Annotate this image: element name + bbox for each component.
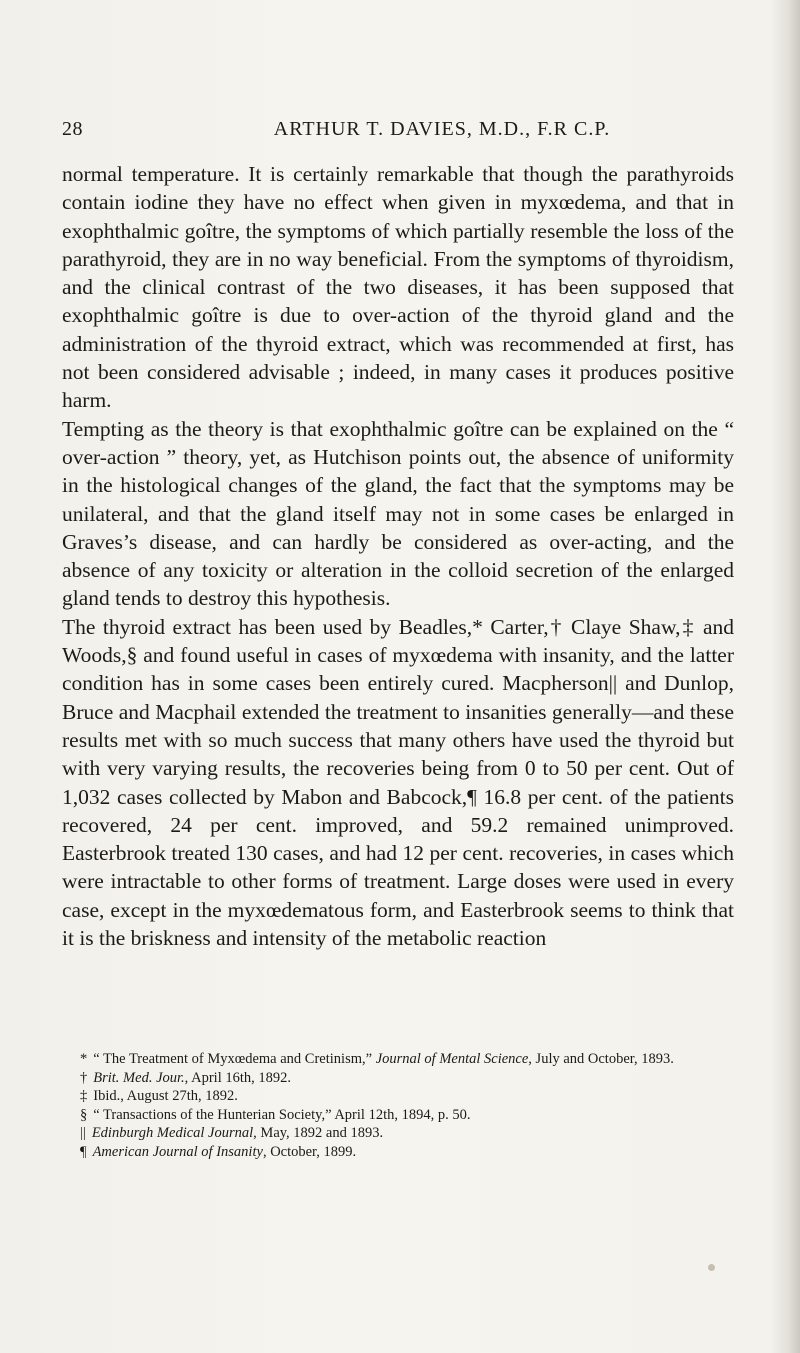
footnote-marker: ¶ (80, 1143, 87, 1160)
body-text (62, 160, 734, 952)
footnote-text-end: , May, 1892 and 1893. (253, 1125, 384, 1142)
footnotes (62, 1050, 734, 1162)
footnote (62, 1143, 734, 1162)
footnote-marker: § (80, 1106, 88, 1123)
page-header (62, 118, 734, 148)
footnote (62, 1124, 734, 1143)
paragraph-1: normal temperature. It is certainly remarkable that though the parathyroids contain iodine they have no effect when given in myxœdema, and that in exophthalmic goître, the symptoms of which partially resemble the loss of the parathyroid, they are in no way beneficial. From the symptoms of thyroidism, and the clinical contrast of the two diseases, it has been supposed that exophthalmic goître is due to over-action of the thyroid gland and the administration of the thyroid extract, which was recommended at first, has not been considered advisable ; indeed, in many cases it produces positive harm. (62, 162, 734, 413)
footnote-marker: † (80, 1069, 88, 1086)
paragraph-3: The thyroid extract has been used by Beadles,* Carter,† Claye Shaw,‡ and Woods,§ and found useful in cases of myxœdema with insanity, and the latter condition has in some cases been entirely cured. Macpherson|| and Dunlop, Bruce and Macphail extended the treatment to insanities generally—and these results met with so much success that many others have used the thyroid but with very varying results, the recoveries being from 0 to 50 per cent. Out of 1,032 cases collected by Mabon and Babcock,¶ 16.8 per cent. of the patients recovered, 24 per cent. improved, and 59.2 remained unimproved. Easterbrook treated 130 cases, and had 12 per cent. recoveries, in cases which were intractable to other forms of treatment. Large doses were used in every case, except in the myxœdematous form, and Easterbrook seems to think that it is the briskness and intensity of the metabolic reaction (62, 614, 734, 951)
footnote-title: Brit. Med. Jour. (93, 1069, 185, 1086)
paragraph-2: Tempting as the theory is that exophthalmic goître can be explained on the “ over-action ” theory, yet, as Hutchison points out, the absence of uniformity in the histological changes of the gland, the fact that the symptoms may be unilateral, and that the gland itself may not in some cases be enlarged in Graves’s disease, and can hardly be considered as over-acting, and the absence of any toxicity or alteration in the colloid secretion of the enlarged gland tends to destroy this hypothesis. (62, 416, 734, 611)
footnote-marker: || (80, 1125, 86, 1142)
footnote-text: “ Transactions of the Hunterian Society,” April 12th, 1894, p. 50. (93, 1106, 471, 1123)
footnote-marker: ‡ (80, 1088, 88, 1105)
paper-speck (708, 1264, 715, 1271)
footnote-title: American Journal of Insanity (92, 1143, 263, 1160)
footnote (62, 1069, 734, 1088)
footnote-marker: * (80, 1051, 88, 1067)
footnote-text-end: , July and October, 1893. (528, 1051, 674, 1067)
footnote (62, 1087, 734, 1106)
footnote-title: Edinburgh Medical Journal (91, 1125, 254, 1142)
footnote-text-end: , April 16th, 1892. (184, 1069, 292, 1086)
footnote (62, 1106, 734, 1125)
footnote-text: Ibid., August 27th, 1892. (93, 1088, 238, 1105)
running-head: ARTHUR T. DAVIES, M.D., F.R C.P. (273, 118, 611, 140)
footnote-title: Journal of Mental Science (375, 1051, 529, 1067)
footnote-text-end: , October, 1899. (262, 1143, 357, 1160)
page-edge-shadow (770, 0, 800, 1353)
page-number: 28 (62, 118, 83, 140)
footnote (62, 1050, 734, 1069)
footnote-text: “ The Treatment of Myxœdema and Cretinism,” (93, 1051, 376, 1067)
